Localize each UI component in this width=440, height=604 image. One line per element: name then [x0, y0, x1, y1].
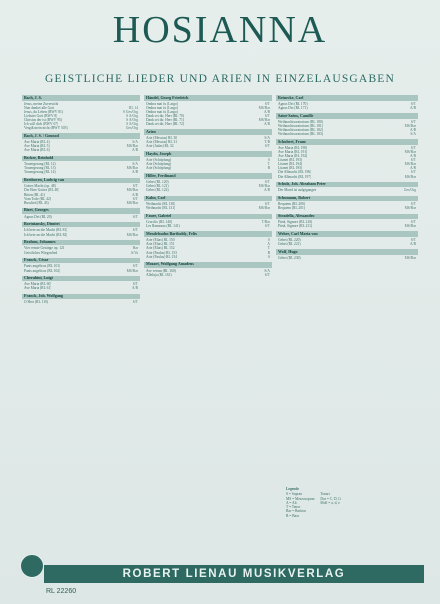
composer-heading: Becker, Reinhold	[22, 156, 140, 162]
entry-voice: Ges/Org	[403, 188, 416, 193]
entry-title: Arie (Paulus) RL 154	[146, 254, 177, 259]
composer-section	[22, 156, 140, 175]
entry-voice: S/A	[410, 132, 416, 137]
catalog-entry	[276, 224, 418, 228]
entry-title: Bitten (RL 41)	[24, 192, 46, 197]
entry-voice: MS/Bar	[126, 200, 138, 205]
catalog-entry	[22, 126, 140, 130]
catalog-entry	[144, 206, 272, 210]
entry-voice: S/A	[264, 268, 270, 273]
composer-section	[22, 178, 140, 205]
catalog-entry	[276, 106, 418, 110]
entry-title: Arie (Schöpfung)	[146, 166, 172, 171]
catalog-entry	[22, 215, 140, 219]
composer-section	[144, 262, 272, 277]
entry-title: Trauergesang (RL 12)	[24, 162, 56, 167]
composer-heading: Haydn, Joseph	[144, 151, 272, 157]
entry-title: Arie (Schöpfung)	[146, 158, 172, 163]
entry-title: Weihnachtsoratorium (RL 182)	[278, 127, 323, 132]
catalog-entry	[276, 206, 418, 210]
composer-heading: Brahms, Johannes	[22, 240, 140, 246]
composer-heading: Kahn, Carl	[144, 196, 272, 202]
page-subtitle: GEISTLICHE LIEDER UND ARIEN IN EINZELAUSGABEN	[44, 73, 396, 85]
composer-section	[22, 276, 140, 291]
entry-title: Vier ernste Gesänge op. 121	[24, 246, 65, 251]
entry-title: Gottes Macht (op. 48)	[24, 184, 56, 189]
legend-item: T = Tenor	[286, 505, 301, 510]
entry-voice: MS/Bar	[404, 150, 416, 154]
composer-heading: Reinecke, Carl	[276, 95, 418, 101]
entry-title: Ombra mai fu (Largo)	[146, 109, 178, 114]
entry-title: Weihnachtsoratorium (RL 181)	[278, 123, 323, 128]
entry-voice: MS/Bar	[126, 166, 138, 171]
composer-heading: Mendelssohn Bartholdy, Felix	[144, 231, 272, 237]
composer-section	[22, 208, 140, 219]
entry-title: Ich will dich (BWV 67)	[24, 122, 59, 127]
composer-section	[144, 214, 272, 229]
catalog-entry	[22, 251, 140, 255]
entry-title: Gebet (RL 221)	[278, 242, 301, 247]
entry-title: Weihnachtsoratorium (RL 180)	[278, 119, 323, 124]
entry-title: Die Allmacht (RL 196)	[278, 170, 312, 175]
composer-section	[276, 214, 418, 229]
entry-voice: S/T	[410, 119, 416, 124]
catalog-entry	[276, 175, 418, 179]
entry-title: Ombra mai fu (Largo)	[146, 101, 178, 106]
entry-voice: MS/Bar	[258, 206, 270, 211]
entry-title: Die Allmacht (RL 197)	[278, 174, 312, 179]
entry-voice: S/T	[132, 300, 138, 305]
entry-voice: S/T	[264, 114, 270, 119]
entry-title: Ich bete an die Macht (RL 82)	[24, 232, 68, 237]
catalog-entry	[144, 144, 272, 148]
entry-title: Dank sei dir, Herr (RL 70)	[146, 114, 185, 119]
composer-section	[22, 240, 140, 255]
composer-heading: Faure, Gabriel	[144, 214, 272, 220]
catalog-entry	[276, 242, 418, 246]
entry-voice: S	[268, 238, 270, 243]
entry-title: Arie (Judas) RL 32	[146, 144, 174, 149]
composer-heading: Mozart, Wolfgang Amadeus	[144, 262, 272, 268]
catalog-number: RL 22260	[46, 588, 77, 595]
composer-heading: Beethoven, Ludwig van	[22, 178, 140, 184]
entry-title: Arie (Messias) RL 31	[146, 140, 178, 145]
entry-voice: S Ges/Org	[122, 109, 138, 114]
legend-item: Bar = Bariton	[286, 509, 306, 514]
entry-title: O Herr (RL 110)	[24, 300, 48, 305]
entry-voice: S/T	[132, 282, 138, 287]
entry-title: Panis angelicus (RL 102)	[24, 268, 61, 273]
entry-title: Panis angelicus (RL 101)	[24, 264, 61, 269]
entry-title: Vom Tode (RL 42)	[24, 196, 51, 201]
entry-title: Litanei (RL 193)	[278, 158, 303, 163]
entry-title: Litanei (RL 194)	[278, 162, 303, 167]
entry-voice: T	[267, 246, 270, 251]
entry-title: Ombra mai fu (Largo)	[146, 105, 178, 110]
entry-title: Ave Maria (RL 61)	[24, 286, 52, 291]
entry-title: Pietà, Signore (RL 211)	[278, 224, 313, 229]
entry-voice: S/A	[264, 136, 270, 141]
catalog-column-3	[276, 95, 418, 263]
composer-section	[144, 231, 272, 258]
entry-title: Weihnacht (RL 131)	[146, 206, 176, 211]
entry-voice: S/A	[132, 162, 138, 167]
composer-section	[144, 196, 272, 211]
entry-title: Litanei (RL 195)	[278, 166, 303, 171]
entry-title: Dank sei dir, Herr (RL 71)	[146, 118, 185, 123]
entry-voice: MS/Bar	[126, 232, 138, 237]
catalog-entry	[144, 188, 272, 192]
composer-heading: Wolf, Hugo	[276, 249, 418, 255]
entry-voice: S/T	[264, 180, 270, 185]
entry-title: Gebet (RL 122)	[146, 188, 169, 193]
entry-title: Ave verum (RL 160)	[146, 268, 176, 273]
entry-title: Pietà, Signore (RL 210)	[278, 220, 313, 225]
entry-title: Agnus Dei (RL 170)	[278, 101, 308, 106]
entry-voice: A/B	[410, 127, 416, 132]
publisher-name: ROBERT LIENAU MUSIKVERLAG	[122, 568, 346, 580]
composer-heading: Schulz, Joh. Abraham Peter	[276, 182, 418, 188]
entry-voice: T/Bar	[261, 220, 270, 225]
legend-item: MS = Mezzosopran	[286, 496, 315, 501]
composer-section	[276, 95, 418, 110]
composer-section	[22, 95, 140, 130]
composer-section	[276, 231, 418, 246]
catalog-column-2	[144, 95, 272, 280]
composer-section	[144, 129, 272, 148]
entry-title: Alleluja (RL 161)	[146, 272, 172, 277]
entry-title: Christus der ist (BWV 95)	[24, 118, 62, 123]
entry-voice: S/T	[264, 202, 270, 207]
composer-heading: Stradella, Alessandro	[276, 214, 418, 220]
entry-voice: S/T	[264, 272, 270, 277]
composer-heading: Arien	[144, 129, 272, 135]
entry-voice: MS/Bar	[404, 206, 416, 211]
catalog-entry	[144, 166, 272, 170]
entry-voice: S/T	[410, 220, 416, 225]
entry-title: Jesus, du Leben (BWV 81)	[24, 109, 63, 114]
entry-title: Dank sei dir, Herr (RL 72)	[146, 122, 185, 127]
entry-title: Nun danket alle Gott	[24, 105, 55, 110]
entry-voice: RL 14	[129, 105, 138, 110]
catalog-entry	[144, 273, 272, 277]
entry-voice: S A/Org	[126, 118, 138, 123]
entry-voice: MS/Bar	[404, 123, 416, 128]
entry-title: Gebet (RL 220)	[278, 238, 301, 243]
entry-voice: A/B	[410, 242, 416, 247]
entry-title: Agnus Dei (RL 171)	[278, 105, 308, 110]
composer-section	[276, 139, 418, 179]
entry-voice: S/T	[410, 202, 416, 207]
composer-section	[276, 249, 418, 260]
publisher-bar	[44, 565, 424, 583]
legend-title: Legende	[286, 487, 299, 491]
catalog-entry	[22, 269, 140, 273]
entry-voice: MS/Bar	[126, 268, 138, 273]
legend-keys	[320, 492, 341, 518]
entry-voice: MS/Bar	[404, 224, 416, 229]
entry-title: Ave Maria (RL 6)	[24, 148, 50, 153]
entry-voice: A/B	[132, 170, 138, 175]
entry-title: Agnus Dei (RL 20)	[24, 214, 52, 219]
composer-section	[22, 222, 140, 237]
entry-voice: A/B	[410, 166, 416, 171]
entry-voice: S/T	[264, 144, 270, 149]
catalog-entry	[22, 148, 140, 152]
entry-title: Die Ehre Gottes (RL 40)	[24, 188, 60, 193]
entry-voice: T	[267, 162, 270, 167]
catalog-column-1	[22, 95, 140, 307]
entry-title: Gebet (RL 120)	[146, 180, 169, 185]
entry-title: Arie (Elias) RL 152	[146, 246, 175, 251]
entry-title: Arie (Elias) RL 150	[146, 238, 175, 243]
entry-voice: S/T	[410, 101, 416, 106]
catalog-entry	[276, 188, 418, 192]
legend-item: Dur = C, D, G	[320, 496, 341, 501]
entry-voice: S/T	[264, 224, 270, 229]
entry-title: Liebster Gott (BWV 8)	[24, 114, 58, 119]
composer-heading: Bach, J. S.	[22, 95, 140, 101]
legend-item: Moll = a, d, e	[320, 500, 340, 505]
entry-voice: Ges/Org	[125, 126, 138, 131]
entry-title: Ich bete an die Macht (RL 81)	[24, 228, 68, 233]
catalog-entry	[22, 201, 140, 205]
page-title: HOSIANNA	[112, 9, 328, 51]
catalog-entry	[22, 170, 140, 174]
entry-title: Crucifix (RL 140)	[146, 220, 173, 225]
entry-voice: S	[268, 158, 270, 163]
entry-voice: S A/Org	[126, 114, 138, 119]
entry-title: Requiem (RL 200)	[278, 202, 306, 207]
entry-voice: S/T	[132, 264, 138, 269]
composer-heading: Weber, Carl Maria von	[276, 231, 418, 237]
legend-voices	[286, 492, 314, 518]
composer-heading: Bortniansky, Dimitri	[22, 222, 140, 228]
composer-heading: Schumann, Robert	[276, 196, 418, 202]
catalog-entry	[22, 286, 140, 290]
entry-title: Arie (Paulus) RL 153	[146, 250, 177, 255]
catalog-entry	[22, 233, 140, 237]
entry-voice: A/B	[264, 188, 270, 193]
entry-voice: A/B	[264, 122, 270, 127]
publisher-logo	[20, 554, 44, 578]
composer-heading: Franck, César	[22, 258, 140, 264]
catalog-entry	[144, 122, 272, 126]
composer-section	[144, 173, 272, 192]
entry-voice: MS/Bar	[258, 105, 270, 110]
entry-title: Vergiß mein nicht (BWV 505)	[24, 126, 68, 131]
catalog-entry	[144, 224, 272, 228]
entry-voice: S/T	[410, 170, 416, 175]
entry-title: Geistliches Wiegenlied	[24, 250, 58, 255]
composer-section	[22, 258, 140, 273]
entry-title: Arie (Messias) RL 30	[146, 136, 178, 141]
entry-title: Gebet (RL 230)	[278, 256, 301, 261]
entry-voice: A/B	[132, 148, 138, 153]
entry-voice: A/B	[132, 192, 138, 197]
entry-title: Ave Maria (RL 192)	[278, 154, 308, 159]
entry-voice: A/B	[132, 286, 138, 291]
legend-item: S = Sopran	[286, 492, 303, 497]
legend-item: Tonart	[320, 492, 330, 497]
composer-heading: Händel, Georg Friedrich	[144, 95, 272, 101]
entry-title: Ave Maria (RL 190)	[278, 145, 308, 150]
entry-voice: MS/Bar	[258, 118, 270, 123]
entry-title: Ave Maria (RL 5)	[24, 144, 50, 149]
entry-voice: MS/Bar	[404, 256, 416, 261]
composer-section	[276, 196, 418, 211]
entry-title: Ave Maria (RL 191)	[278, 150, 308, 154]
entry-voice: S/T	[132, 228, 138, 233]
entry-voice: S/T	[132, 214, 138, 219]
entry-voice: MS/Bar	[126, 144, 138, 149]
entry-voice: MS/Bar	[404, 162, 416, 167]
entry-voice: A/Va	[130, 250, 138, 255]
entry-title: Trauergesang (RL 13)	[24, 166, 56, 171]
catalog-entry	[276, 256, 418, 260]
entry-title: Requiem (RL 201)	[278, 206, 306, 211]
entry-voice: B	[267, 166, 270, 171]
entry-voice: A/B	[410, 105, 416, 110]
composer-heading: Hiller, Ferdinand	[144, 173, 272, 179]
entry-title: Weihnachtsoratorium (RL 183)	[278, 132, 323, 137]
entry-voice: Bar	[132, 246, 138, 251]
entry-voice: A/B	[264, 109, 270, 114]
entry-voice: S/T	[410, 145, 416, 150]
entry-voice: S/T	[264, 101, 270, 106]
entry-title: Les Rameaux (RL 141)	[146, 224, 180, 229]
entry-voice: S/T	[132, 184, 138, 189]
entry-voice: S A/Org	[126, 122, 138, 127]
entry-title: Ave Maria (RL 4)	[24, 140, 50, 145]
catalog-entry	[276, 132, 418, 136]
catalog-entry	[144, 255, 272, 259]
entry-title: Weihnacht (RL 130)	[146, 202, 176, 207]
composer-section	[276, 182, 418, 193]
entry-voice: S/A	[132, 140, 138, 145]
entry-voice: A/B	[410, 154, 416, 159]
composer-heading: Bizet, Georges	[22, 208, 140, 214]
composer-section	[276, 113, 418, 136]
composer-section	[22, 294, 140, 305]
legend-item: A = Alt	[286, 500, 297, 505]
entry-voice: S/T	[410, 158, 416, 163]
legend-box	[286, 487, 404, 518]
composer-heading: Schubert, Franz	[276, 139, 418, 145]
entry-voice: S	[268, 254, 270, 259]
entry-title: Busslied (RL 43)	[24, 200, 49, 205]
catalog-entry	[22, 300, 140, 304]
entry-title: Trauergesang (RL 14)	[24, 170, 56, 175]
entry-title: Gebet (RL 121)	[146, 184, 169, 189]
entry-voice: T/B	[264, 140, 270, 145]
composer-section	[22, 133, 140, 152]
composer-section	[144, 151, 272, 170]
entry-voice: MS/Bar	[404, 174, 416, 179]
composer-heading: Saint-Saëns, Camille	[276, 113, 418, 119]
composer-heading: Franck, Joh. Wolfgang	[22, 294, 140, 300]
legend-item: B = Bass	[286, 513, 300, 518]
entry-voice: MS/Bar	[126, 188, 138, 193]
composer-section	[144, 95, 272, 126]
entry-voice: MS/Bar	[258, 184, 270, 189]
entry-title: Jesus, meine Zuversicht	[24, 101, 59, 106]
composer-heading: Bach, J. S. / Gounod	[22, 133, 140, 139]
entry-voice: B	[267, 250, 270, 255]
entry-voice: A	[267, 242, 270, 247]
entry-title: Ave Maria (RL 60)	[24, 282, 52, 287]
entry-voice: S/T	[132, 196, 138, 201]
composer-heading: Cherubini, Luigi	[22, 276, 140, 282]
entry-voice: S/T	[410, 238, 416, 243]
entry-title: Arie (Schöpfung)	[146, 162, 172, 167]
entry-title: Arie (Elias) RL 151	[146, 242, 175, 247]
entry-title: Der Mond ist aufgegangen	[278, 188, 317, 193]
